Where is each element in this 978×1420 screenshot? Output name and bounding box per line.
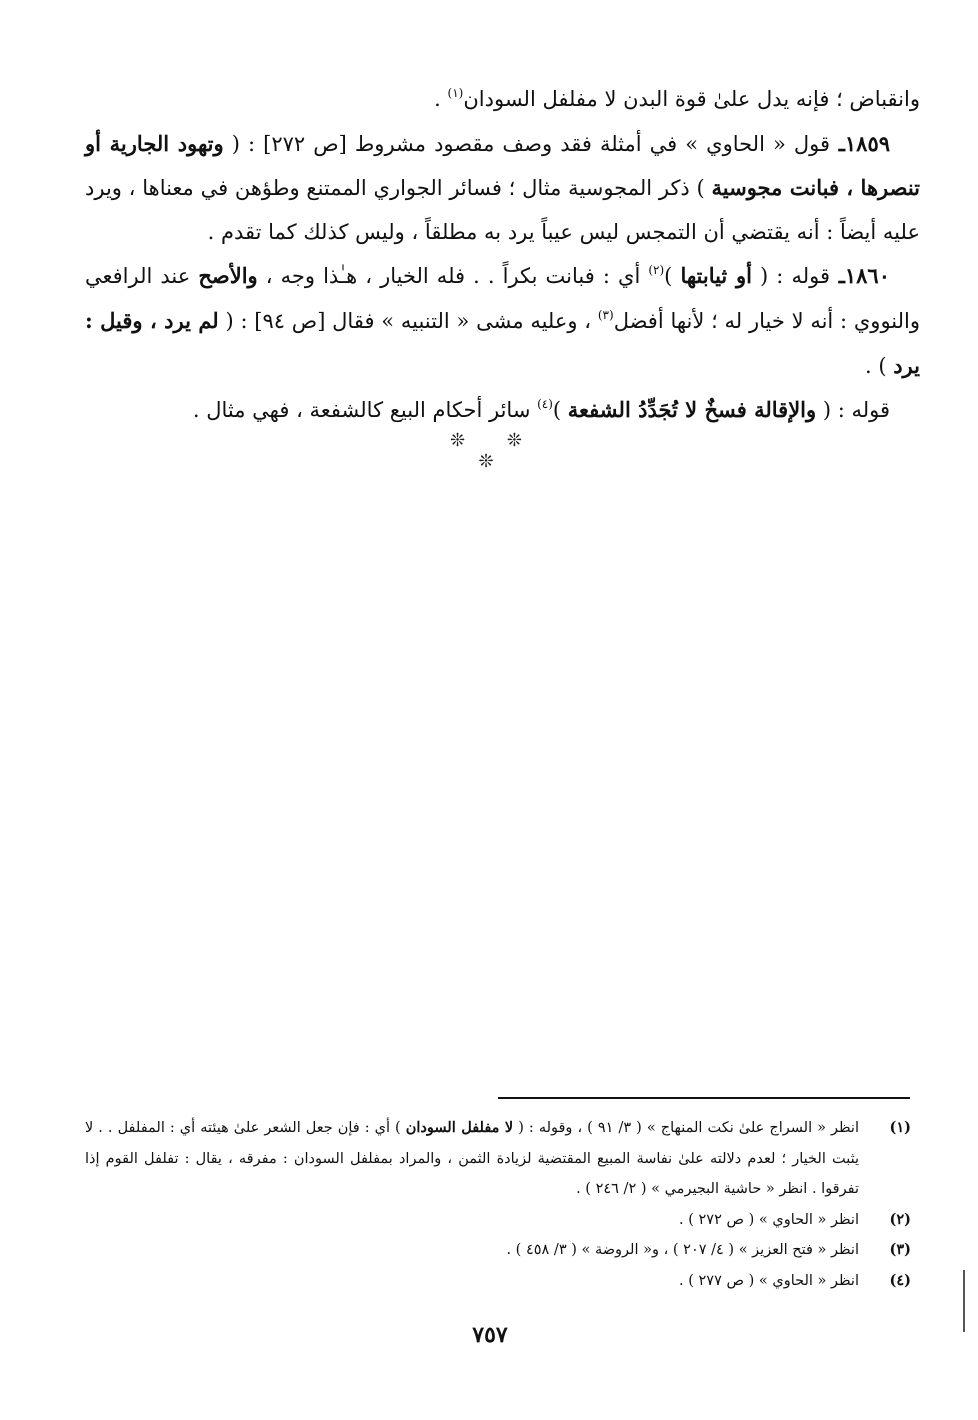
footnotes xyxy=(85,1113,911,1296)
footnote-1: (١) انظر « السراج علىٰ نكت المنهاج » ( ٣/ ٩١ ) ، وقوله : ( لا مفلفل السودان ) أي : فإن جعل الشعر علىٰ هيئته أي : المفلفل . . لا يثبت الخيار ؛ لعدم دلالته علىٰ نفاسة المبيع المقتضية لزيادة الثمن ، والمراد بمفلفل السودان : مفرقه ، يقال : تفلفل القوم إذا تفرقوا . انظر « حاشية البجيرمي » ( ٢/ ٢٤٦ ) . xyxy=(85,1113,911,1205)
footnote-ref[interactable]: (٢) xyxy=(648,263,665,278)
scan-edge-line xyxy=(963,1270,965,1332)
footnote-number: (٣) xyxy=(889,1241,911,1258)
main-text xyxy=(85,78,920,433)
quoted-text: والإقالة فسخٌ لا تُجَدِّدُ الشفعة xyxy=(567,397,817,423)
paragraph-iqala: قوله : ( والإقالة فسخٌ لا تُجَدِّدُ الشفعة )$^{(٤)}$ سائر أحكام البيع كالشفعة ، فهي مثال . xyxy=(192,397,890,423)
page-ref: [ص ٩٤] xyxy=(254,308,326,333)
footnote-number: (٢) xyxy=(889,1210,911,1228)
footnote-ref[interactable]: (٤) xyxy=(537,397,553,412)
entry-number: ١٨٥٩ـ xyxy=(830,130,891,156)
paragraph-continuation: وانقباض ؛ فإنه يدل علىٰ قوة البدن لا مفلفل السودان$^{(١)}$ . xyxy=(434,86,920,111)
quoted-text: وتهود الجارية أو تنصرها ، فبانت مجوسية xyxy=(85,130,920,201)
footnote-divider xyxy=(498,1097,910,1099)
bold-term: والأصح xyxy=(198,263,258,289)
footnote-ref[interactable]: (٣) xyxy=(597,307,614,322)
footnote-4: (٤) انظر « الحاوي » ( ص ٢٧٧ ) . xyxy=(85,1266,911,1297)
page-ref: [ص ٢٧٢] xyxy=(263,131,347,156)
footnote-ref[interactable]: (١) xyxy=(447,86,464,100)
section-separator: ❊ ❊ ❊ xyxy=(450,430,540,472)
paragraph-1860: ١٨٦٠ـ قوله : ( أو ثيابتها )$^{(٢)}$ أي : فبانت بكراً . . فله الخيار ، هـٰذا وجه ، والأصح عند الرافعي والنووي : أنه لا خيار له ؛ لأنها أفضل$^{(٣)}$ ، وعليه مشى « التنبيه » فقال [ص ٩٤] : ( لم يرد ، وقيل : يرد ) . xyxy=(85,263,921,378)
footnote-number: (٤) xyxy=(889,1271,911,1289)
quoted-text: لا مفلفل السودان xyxy=(405,1119,514,1136)
paragraph-1859: ١٨٥٩ـ قول « الحاوي » في أمثلة فقد وصف مقصود مشروط [ص ٢٧٢] : ( وتهود الجارية أو تنصرها ، فبانت مجوسية ) ذكر المجوسية مثال ؛ فسائر الجواري الممتنع وطؤهن في معناها ، ويرد عليه أيضاً : أنه يقتضي أن التمجس ليس عيباً يرد به مطلقاً ، وليس كذلك كما تقدم . xyxy=(85,130,920,244)
footnote-number: (١) xyxy=(889,1119,911,1136)
footnote-3: (٣) انظر « فتح العزيز » ( ٤/ ٢٠٧ ) ، و« الروضة » ( ٣/ ٤٥٨ ) . xyxy=(85,1235,911,1266)
quoted-text: لم يرد ، وقيل : يرد xyxy=(85,307,920,378)
page-number: ٧٥٧ xyxy=(472,1322,508,1348)
entry-number: ١٨٦٠ـ xyxy=(830,263,890,289)
footnote-2: (٢) انظر « الحاوي » ( ص ٢٧٢ ) . xyxy=(85,1205,911,1236)
quoted-text: أو ثيابتها xyxy=(680,263,752,289)
